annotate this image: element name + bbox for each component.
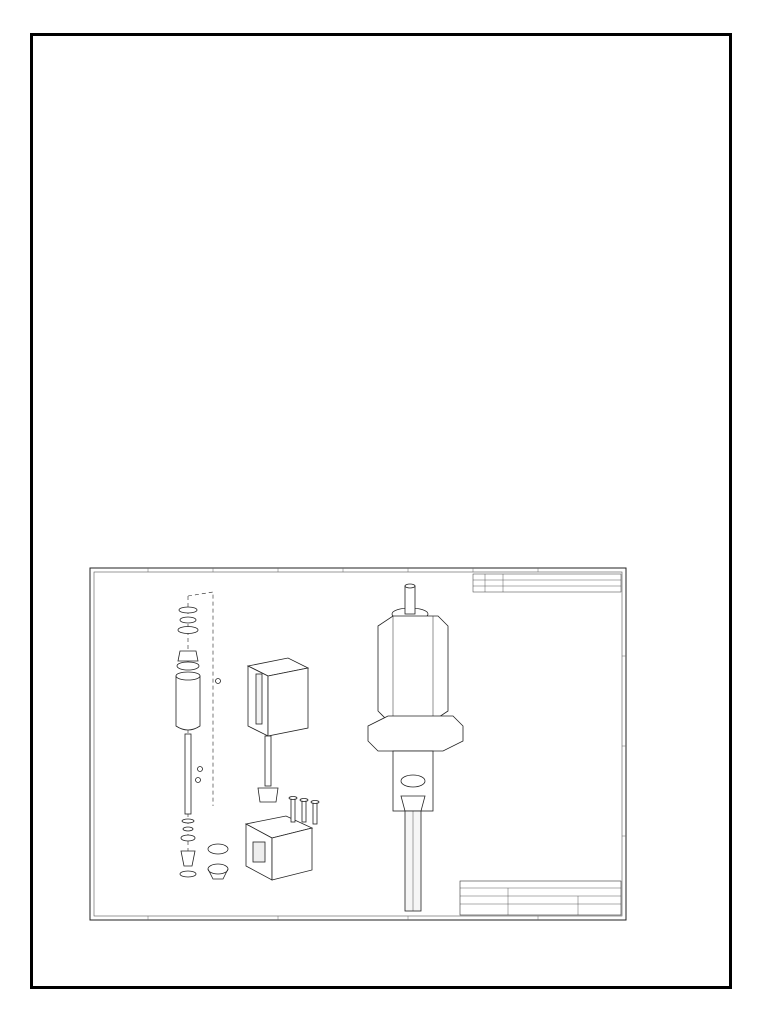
assembly-drawing bbox=[88, 566, 628, 922]
paragraph-3 bbox=[47, 125, 719, 143]
body-text bbox=[47, 107, 719, 143]
drawing-border bbox=[90, 568, 626, 920]
title-block bbox=[460, 881, 621, 915]
revision-block bbox=[473, 574, 621, 592]
